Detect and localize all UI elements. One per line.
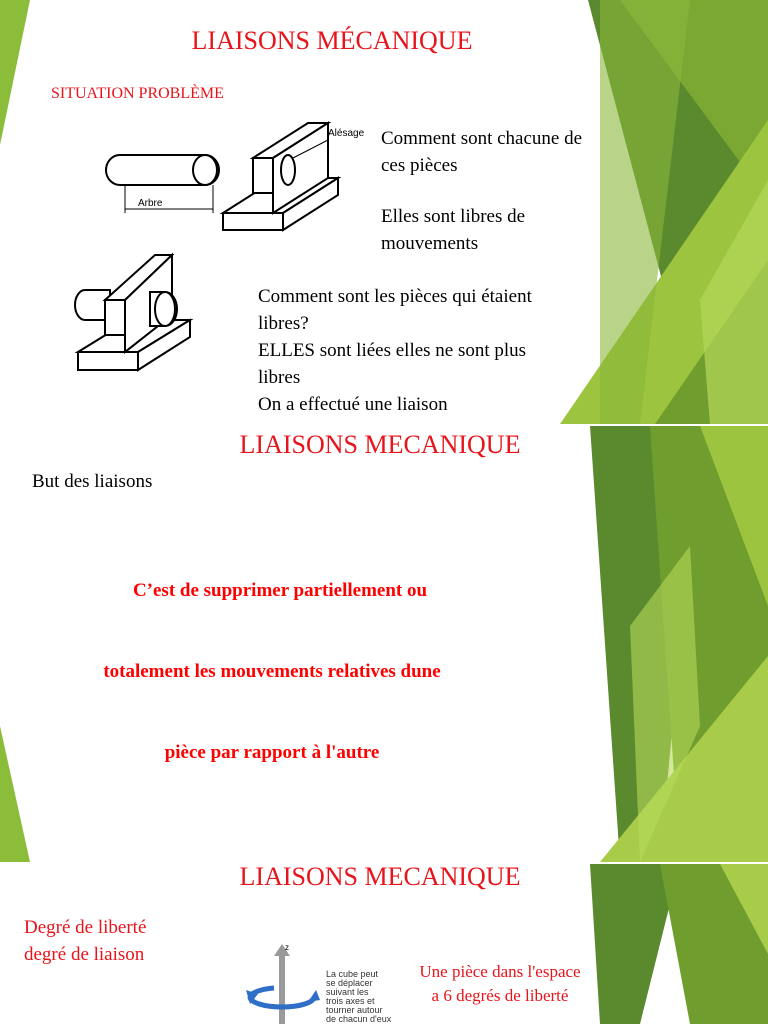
shaft-drawing <box>105 145 230 220</box>
slide1-title: LIAISONS MÉCANIQUE <box>191 26 473 55</box>
cube-caption-line: tourner autour <box>326 1005 383 1015</box>
assembly-drawing <box>70 250 200 375</box>
cube-caption-line: de chacun d'eux <box>326 1014 392 1024</box>
answer-2-line2: libres <box>258 367 301 388</box>
slide2-title: LIAISONS MECANIQUE <box>239 430 521 459</box>
freedom-labels <box>24 914 146 968</box>
purpose-line2: totalement les mouvements relatives dune <box>103 661 441 682</box>
answer-2-line3: On a effectué une liaison <box>258 394 448 415</box>
slide-2 <box>0 426 768 862</box>
purpose-line3: pièce par rapport à l'autre <box>164 742 380 763</box>
slide1-subtitle: SITUATION PROBLÈME <box>51 85 224 102</box>
label-alesage: Alésage <box>328 128 365 139</box>
label-arbre: Arbre <box>138 198 163 209</box>
question-1 <box>381 125 582 179</box>
slide-3 <box>0 864 768 1024</box>
slide3-title: LIAISONS MECANIQUE <box>239 864 521 891</box>
axis-z-label: z <box>285 943 289 952</box>
question-2-line1: Comment sont les pièces qui étaient <box>258 286 532 307</box>
freedom-label-line1: Degré de liberté <box>24 917 147 938</box>
cube-caption <box>326 970 391 1024</box>
question-1-line2: ces pièces <box>381 155 458 176</box>
question-2-line2: libres? <box>258 313 309 334</box>
answer-2-block <box>258 283 532 418</box>
purpose-line1: C’est de supprimer partiellement ou <box>132 580 428 601</box>
axis-rotation-icon <box>244 942 324 1024</box>
cube-caption-line: La cube peut <box>326 969 379 979</box>
freedom-label-line2: degré de liaison <box>24 944 145 965</box>
answer-2-line1: ELLES sont liées elles ne sont plus <box>258 340 527 361</box>
slide-1 <box>0 0 768 424</box>
answer-1-line2: mouvements <box>381 233 479 254</box>
freedom-statement-line1: Une pièce dans l'espace <box>419 962 581 981</box>
question-1-line1: Comment sont chacune de <box>381 128 583 149</box>
answer-1 <box>381 203 525 257</box>
freedom-statement <box>400 960 600 1008</box>
cube-caption-line: suivant les <box>326 987 369 997</box>
answer-1-line1: Elles sont libres de <box>381 206 526 227</box>
cube-caption-line: se déplacer <box>326 978 373 988</box>
freedom-statement-line2: a 6 degrés de liberté <box>431 986 569 1005</box>
slide2-intro: But des liaisons <box>32 471 153 492</box>
cube-caption-line: trois axes et <box>326 996 375 1006</box>
